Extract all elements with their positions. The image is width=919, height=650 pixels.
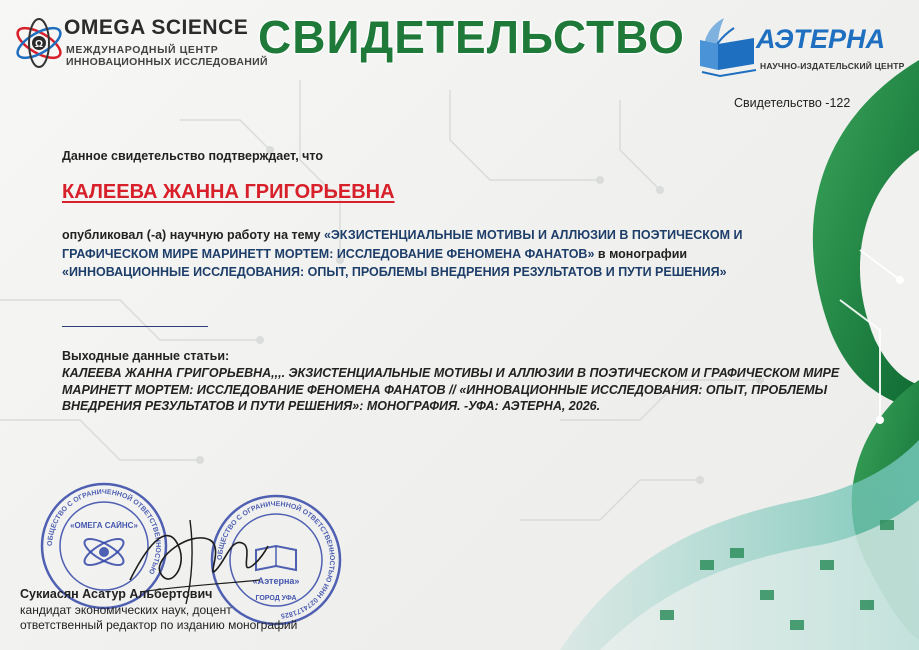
divider-line — [62, 326, 208, 327]
output-data-label: Выходные данные статьи: — [62, 349, 230, 363]
omega-science-logo — [10, 14, 268, 76]
svg-text:Ω: Ω — [34, 39, 44, 50]
aeterna-logo-name: АЭТЕРНА — [756, 24, 886, 54]
certificate-number: Свидетельство -122 — [734, 96, 851, 110]
certificate-title: СВИДЕТЕЛЬСТВО — [258, 11, 685, 63]
aeterna-logo — [690, 14, 905, 84]
signatory-title-1: кандидат экономических наук, доцент — [20, 603, 232, 617]
aeterna-stamp-city: ГОРОД УФА — [255, 595, 297, 602]
omega-logo-subtitle-1: МЕЖДУНАРОДНЫЙ ЦЕНТР — [66, 44, 219, 56]
atom-icon — [10, 14, 68, 72]
recipient-name: КАЛЕЕВА ЖАННА ГРИГОРЬЕВНА — [62, 181, 395, 203]
aeterna-logo-subtitle: НАУЧНО-ИЗДАТЕЛЬСКИЙ ЦЕНТР — [760, 61, 905, 71]
omega-logo-subtitle-2: ИННОВАЦИОННЫХ ИССЛЕДОВАНИЙ — [66, 56, 268, 68]
output-data-text: КАЛЕЕВА ЖАННА ГРИГОРЬЕВНА,,,. ЭКЗИСТЕНЦИАЛЬНЫЕ МОТИВЫ И АЛЛЮЗИИ В ПОЭТИЧЕСКОМ И ГРАФИЧЕСКОМ МИРЕ МАРИНЕТТ МОРТЕМ: ИССЛЕДОВАНИЕ ФЕНОМЕНА ФАНАТОВ // «ИННОВАЦИОННЫЕ ИССЛЕДОВАНИЯ: ОПЫТ, ПРОБЛЕМЫ ВНЕДРЕНИЯ РЕЗУЛЬТАТОВ И ПУТИ РЕШЕНИЯ»: МОНОГРАФИЯ. -УФА: АЭТЕРНА, 2026. — [62, 366, 840, 413]
aeterna-stamp-center-text: «Аэтерна» — [252, 576, 300, 586]
published-prefix: опубликовал (-а) научную работу на тему — [62, 228, 321, 242]
confirm-text: Данное свидетельство подтверждает, что — [62, 149, 323, 163]
publication-statement — [62, 226, 792, 282]
book-feather-icon — [690, 14, 762, 80]
monograph-title: «ИННОВАЦИОННЫЕ ИССЛЕДОВАНИЯ: ОПЫТ, ПРОБЛЕМЫ ВНЕДРЕНИЯ РЕЗУЛЬТАТОВ И ПУТИ РЕШЕНИЯ» — [62, 265, 727, 279]
published-middle: в монографии — [597, 246, 688, 261]
paper-topic: «ЭКЗИСТЕНЦИАЛЬНЫЕ МОТИВЫ И АЛЛЮЗИИ В ПОЭТИЧЕСКОМ И ГРАФИЧЕСКОМ МИРЕ МАРИНЕТТ МОРТЕМ: ИССЛЕДОВАНИЕ ФЕНОМЕНА ФАНАТОВ» — [62, 228, 743, 261]
omega-logo-name: OMEGA SCIENCE — [64, 16, 249, 39]
aeterna-stamp-ring-text: ОБЩЕСТВО С ОГРАНИЧЕННОЙ ОТВЕТСТВЕННОСТЬЮ ИНН 0274171825 — [216, 500, 336, 619]
signatory-name: Сукиасян Асатур Альбертович — [20, 587, 213, 601]
omega-stamp-center-text: «ОМЕГА САЙНС» — [70, 521, 138, 530]
omega-stamp-ring-text: ОБЩЕСТВО С ОГРАНИЧЕННОЙ ОТВЕТСТВЕННОСТЬЮ — [46, 488, 162, 576]
signatory-title-2: ответственный редактор по изданию монографий — [20, 618, 298, 632]
